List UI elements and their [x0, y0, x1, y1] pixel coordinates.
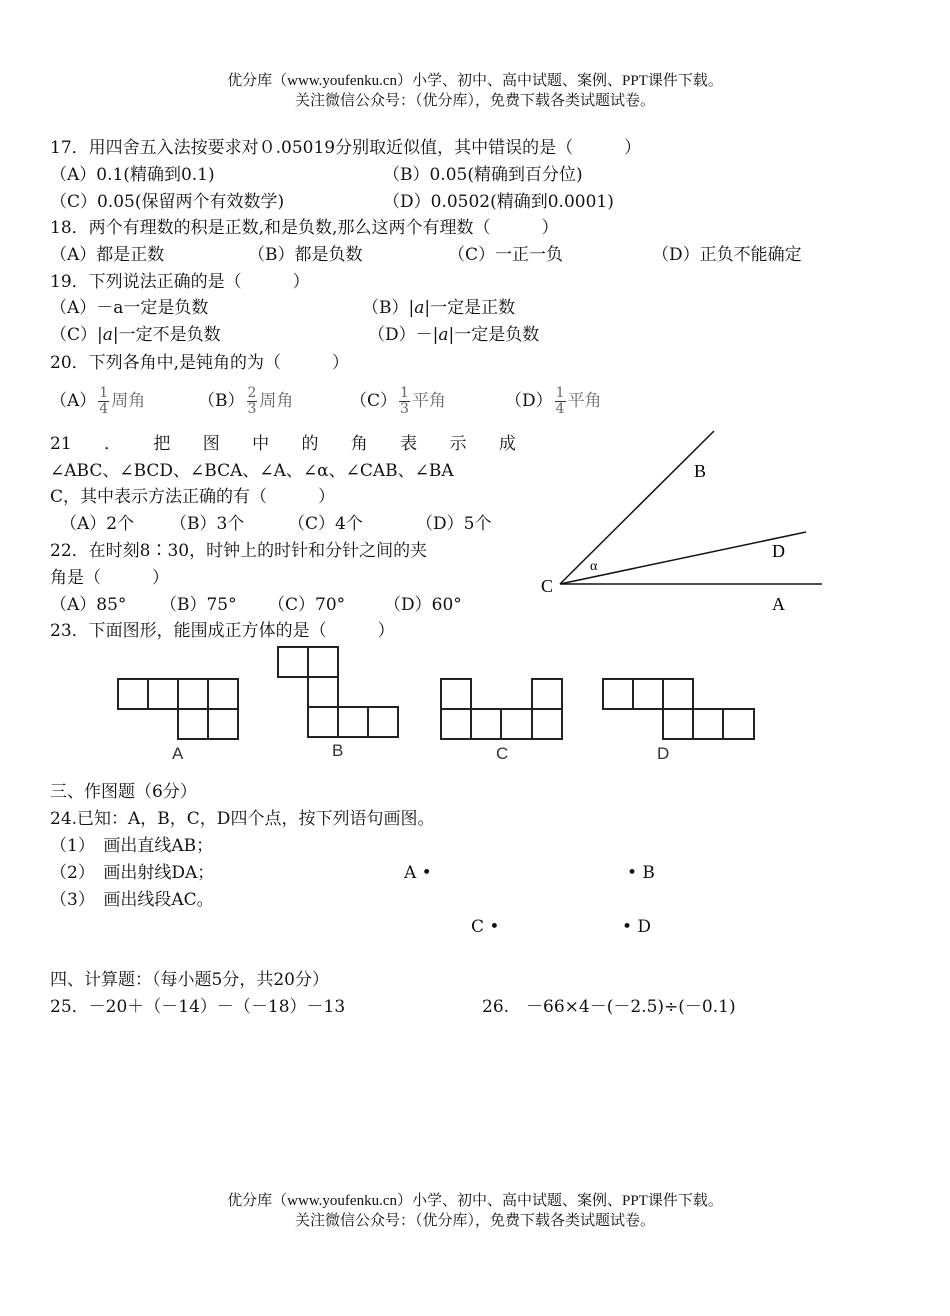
point-b: • B	[627, 863, 655, 883]
q17-option-d: （D）0.0502(精确到0.0001)	[383, 192, 614, 212]
q19-stem: 19．下列说法正确的是（ ）	[50, 272, 310, 292]
q21-line-2: ∠ABC、∠BCD、∠BCA、∠A、∠α、∠CAB、∠BA	[50, 461, 454, 481]
net-a-square	[147, 678, 179, 710]
q22-option-d: （D）60°	[384, 595, 462, 615]
q20-option-d: （D） $\frac{1}{4}$ 平角	[505, 385, 602, 417]
q18-option-a: （A）都是正数	[50, 245, 165, 265]
net-a-square	[207, 708, 239, 740]
point-label-d: D	[772, 541, 785, 561]
point-c: C •	[471, 917, 500, 937]
q17-option-a: （A）0.1(精确到0.1)	[50, 165, 215, 185]
q21-line-1-part: 中	[252, 434, 270, 454]
q17-option-c: （C）0.05(保留两个有效数学)	[50, 192, 285, 212]
q21-line-3: C，其中表示方法正确的有（ ）	[50, 487, 336, 507]
net-d-square	[722, 708, 755, 740]
net-d-square	[692, 708, 724, 740]
net-label-b: B	[332, 741, 344, 760]
q21-option-a: （A）2个	[60, 514, 135, 534]
q18-option-b: （B）都是负数	[248, 245, 363, 265]
q20-stem: 20．下列各角中,是钝角的为（ ）	[50, 353, 350, 373]
q24-step-3: （3） 画出线段AC。	[50, 890, 214, 910]
net-d-square	[632, 678, 664, 710]
q21-option-d: （D）5个	[416, 514, 492, 534]
header-line-2: 关注微信公众号：（优分库），免费下载各类试题试卷。	[294, 93, 655, 109]
q21-line-1-part: 示	[449, 434, 467, 454]
q21-line-1-part: ．	[104, 434, 121, 454]
net-d-square	[662, 678, 694, 710]
q17-option-b: （B）0.05(精确到百分位)	[383, 165, 583, 185]
q21-line-1-part: 成	[498, 434, 516, 454]
q24-step-2: （2） 画出射线DA；	[50, 863, 215, 883]
q19-option-d: （D）－|a|一定是负数	[368, 325, 540, 345]
section-3-title: 三、作图题（6分）	[50, 782, 197, 802]
net-c-square	[470, 708, 502, 740]
angle-figure	[0, 0, 950, 640]
section-4-title: 四、计算题：（每小题5分，共20分）	[50, 970, 329, 990]
net-a-square	[207, 678, 239, 710]
net-label-c: C	[496, 744, 509, 763]
net-c-square	[500, 708, 533, 740]
q20-option-c: （C） $\frac{1}{3}$ 平角	[350, 385, 446, 417]
q21-option-c: （C）4个	[288, 514, 363, 534]
net-label-a: A	[172, 744, 184, 763]
q24-stem: 24.已知：A，B，C，D四个点，按下列语句画图。	[50, 809, 435, 829]
q19-option-a: （A）－a一定是负数	[50, 298, 209, 318]
q19-option-b: （B）|a|一定是正数	[362, 298, 516, 318]
net-a-square	[117, 678, 149, 710]
q19-option-c: （C）|a|一定不是负数	[50, 325, 221, 345]
q21-line-1-part: 表	[400, 434, 418, 454]
point-a: A •	[404, 863, 432, 883]
net-b-square	[307, 646, 339, 678]
header-line-1: 优分库（www.youfenku.cn）小学、初中、高中试题、案例、PPT课件下载。	[227, 73, 723, 89]
net-c-square	[531, 678, 563, 710]
point-label-a: A	[772, 594, 785, 614]
net-c-square	[440, 678, 472, 710]
q18-stem: 18．两个有理数的积是正数,和是负数,那么这两个有理数（ ）	[50, 218, 559, 238]
q22-line-2: 角是（ ）	[50, 568, 169, 588]
net-b-square	[367, 706, 399, 738]
footer-line-1: 优分库（www.youfenku.cn）小学、初中、高中试题、案例、PPT课件下载。	[227, 1193, 723, 1209]
q18-option-c: （C）一正一负	[448, 245, 564, 265]
point-label-c: C	[541, 576, 554, 596]
q21-line-1-part: 把	[153, 434, 171, 454]
q18-option-d: （D）正负不能确定	[652, 245, 802, 265]
net-d-square	[662, 708, 694, 740]
q20-option-a: （A） $\frac{1}{4}$ 周角	[50, 385, 146, 417]
point-d: • D	[622, 917, 652, 937]
q20-option-b: （B） $\frac{2}{3}$ 周角	[198, 385, 294, 417]
q21-line-1-part: 角	[350, 434, 368, 454]
q22-option-c: （C）70°	[268, 595, 346, 615]
net-b-square	[337, 706, 369, 738]
q22-option-b: （B）75°	[160, 595, 237, 615]
ray-cb	[560, 431, 714, 584]
point-label-b: B	[694, 461, 707, 481]
q23-stem: 23．下面图形，能围成正方体的是（ ）	[50, 621, 395, 641]
q21-line-1-part: 21	[50, 434, 72, 454]
q25-expression: 25．－20＋（－14）－（－18）－13	[50, 997, 346, 1017]
q17-stem: 17．用四舍五入法按要求对０.05019分别取近似值，其中错误的是（ ）	[50, 138, 642, 158]
net-a-square	[177, 708, 209, 740]
q26-expression: 26. －66×4－(－2.5)÷(－0.1)	[482, 997, 736, 1017]
q22-line-1: 22．在时刻8∶30，时钟上的时针和分针之间的夹	[50, 541, 428, 561]
net-a-square	[177, 678, 209, 710]
q21-line-1-part: 的	[301, 434, 319, 454]
net-b-square	[307, 676, 339, 708]
q22-option-a: （A）85°	[50, 595, 127, 615]
net-d-square	[602, 678, 634, 710]
net-c-square	[440, 708, 472, 740]
footer-line-2: 关注微信公众号：（优分库），免费下载各类试题试卷。	[294, 1213, 655, 1229]
q21-option-b: （B）3个	[170, 514, 245, 534]
net-label-d: D	[657, 744, 670, 763]
q24-step-1: （1） 画出直线AB；	[50, 836, 214, 856]
q21-line-1-part: 图	[202, 434, 220, 454]
angle-alpha-label: α	[590, 559, 598, 574]
net-c-square	[531, 708, 563, 740]
net-b-square	[307, 706, 339, 738]
ray-cd	[560, 532, 806, 584]
net-b-square	[277, 646, 309, 678]
